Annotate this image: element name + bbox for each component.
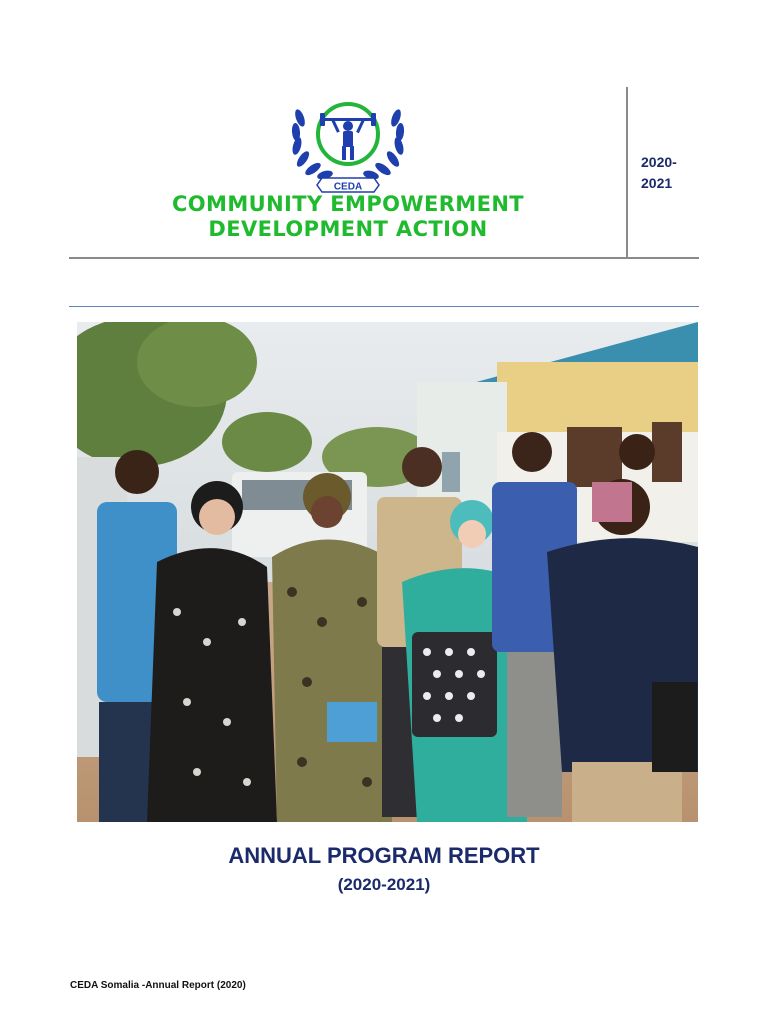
year-line-2: 2021 (641, 175, 673, 191)
report-years: (2020-2021) (337, 875, 431, 894)
organization-name-line-1: COMMUNITY EMPOWERMENT (171, 192, 525, 216)
report-title: ANNUAL PROGRAM REPORT (228, 843, 540, 868)
logo-text: CEDA (333, 181, 363, 193)
report-year-badge (641, 152, 677, 194)
organization-name (130, 192, 566, 242)
ceda-logo (286, 96, 410, 196)
header-vertical-divider (626, 87, 628, 257)
header-horizontal-divider (69, 257, 699, 259)
year-line-1: 2020- (641, 154, 677, 170)
organization-name-line-2: DEVELOPMENT ACTION (208, 217, 488, 241)
weightlifter-laurel-logo-icon (286, 96, 410, 196)
cover-photo (77, 322, 698, 822)
group-field-visit-photo-icon (77, 322, 698, 822)
page-footer: CEDA Somalia -Annual Report (2020) (70, 980, 246, 991)
accent-divider (69, 306, 699, 307)
